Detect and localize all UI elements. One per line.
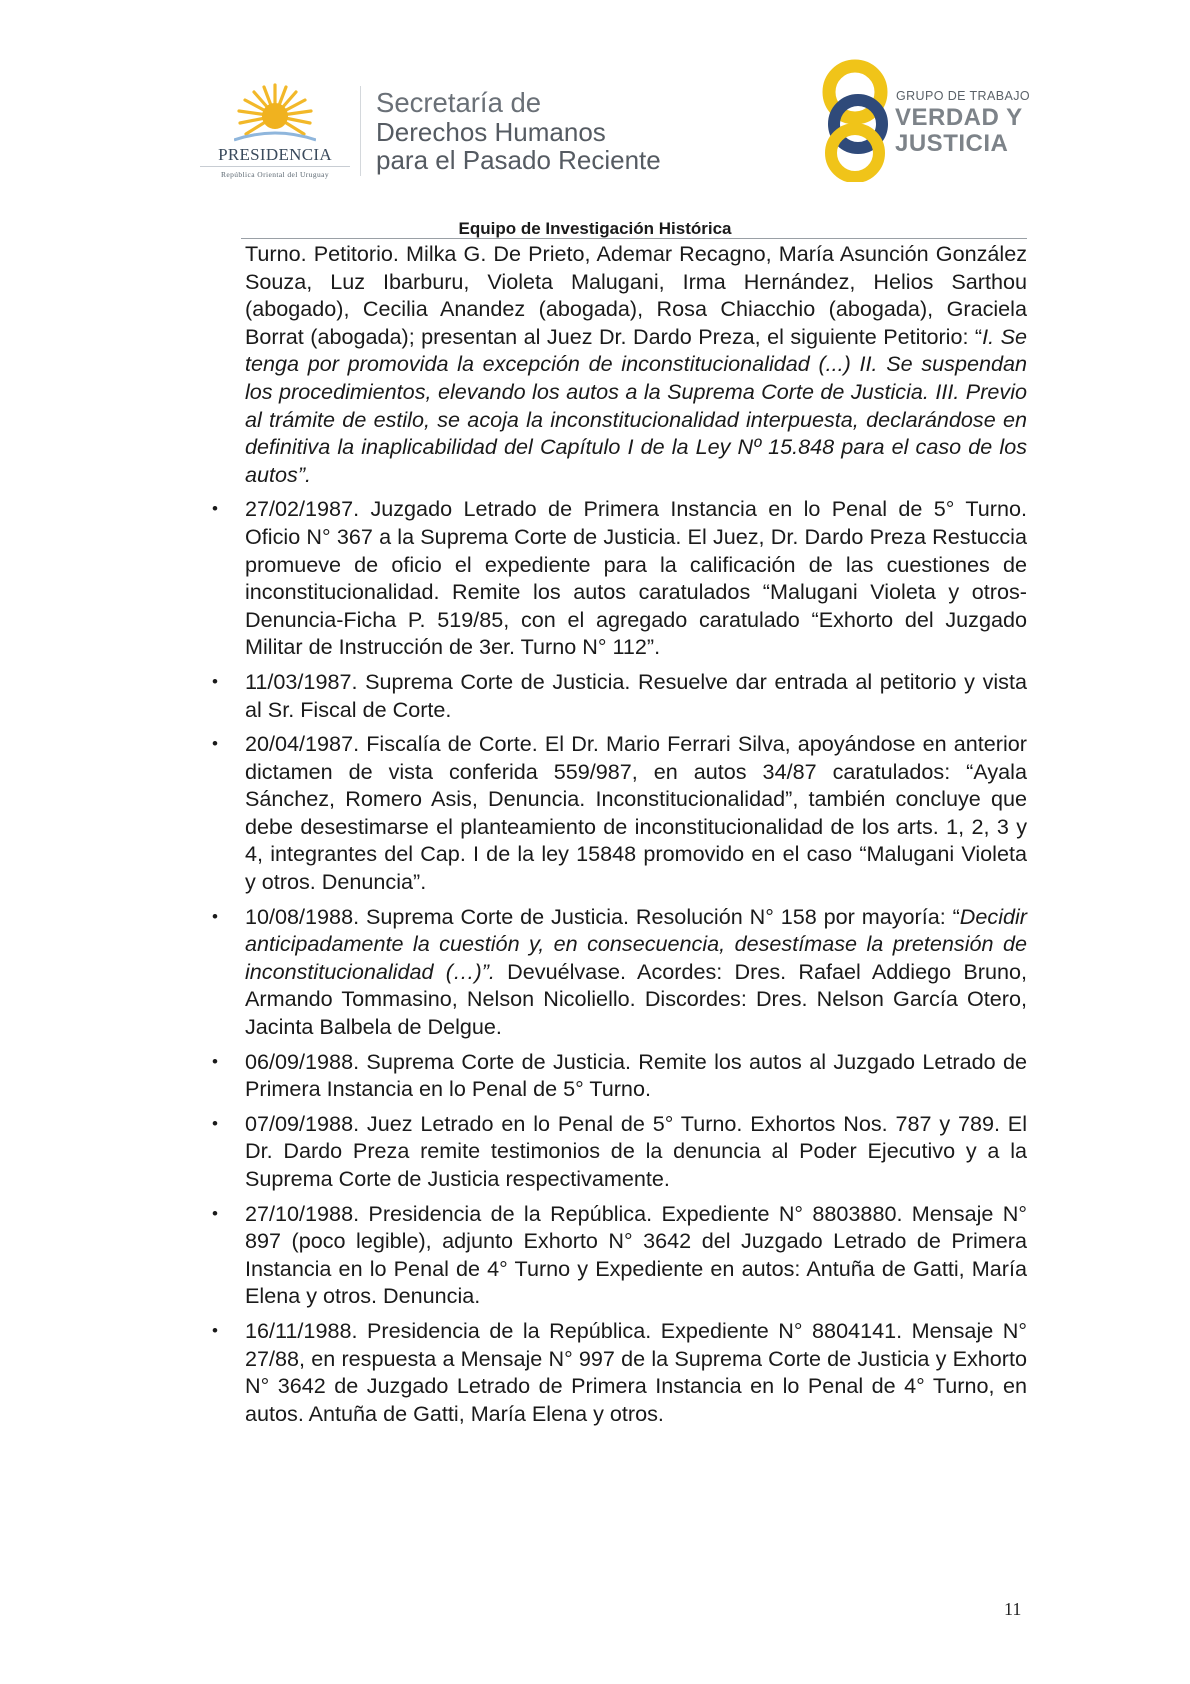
bullet-icon: • [212, 671, 218, 691]
team-heading: Equipo de Investigación Histórica [458, 219, 732, 238]
secretaria-logo-text [376, 88, 661, 174]
list-item [212, 1200, 1027, 1310]
list-item [212, 495, 1027, 661]
list-item-text: 27/10/1988. Presidencia de la República. Expediente N° 8803880. Mensaje N° 897 (poco legible), adjunto Exhorto N° 3642 del Juzgado Letrado de Primera Instancia en lo Penal de 4° Turno y Expediente en autos: Antuña de Gatti, María Elena y otros. Denuncia. [245, 1200, 1027, 1309]
presidencia-logo [196, 82, 354, 184]
list-item-text-after: Devuélvase. Acordes: Dres. Rafael Addiego Bruno, Armando Tommasino, Nelson Nicoliello. Discordes: Dres. Nelson García Otero, Jacinta Balbela de Delgue. [245, 958, 1027, 1040]
list-item-text: 16/11/1988. Presidencia de la República. Expediente N° 8804141. Mensaje N° 27/88, en respuesta a Mensaje N° 997 de la Suprema Corte de Justicia y Exhorto N° 3642 de Juzgado Letrado de Primera Instancia en lo Penal de 4° Turno, en autos. Antuña de Gatti, María Elena y otros. [245, 1317, 1027, 1426]
list-item [212, 1110, 1027, 1193]
list-item [212, 730, 1027, 896]
list-item-text-before: 10/08/1988. Suprema Corte de Justicia. Resolución N° 158 por mayoría: “ [245, 903, 960, 929]
intro-paragraph [245, 240, 1027, 488]
intertwined-rings-icon [822, 56, 892, 182]
document-body [212, 240, 1027, 1434]
bullet-icon: • [212, 1320, 218, 1340]
presidencia-divider [200, 166, 350, 167]
list-item [212, 668, 1027, 723]
list-item [212, 1317, 1027, 1427]
list-item [212, 1048, 1027, 1103]
secretaria-line-3: para el Pasado Reciente [376, 145, 661, 175]
intro-italic-text: I. Se tenga por promovida la excepción de inconstitucionalidad (...) II. Se suspendan los procedimientos, elevando los autos a la Suprema Corte de Justicia. III. Previo al trámite de estilo, se acoja la inconstitucionalidad interpuesta, declarándose en definitiva la inaplicabilidad del Capítulo I de la Ley Nº 15.848 para el caso de los autos”. [245, 323, 1027, 487]
bullet-icon: • [212, 1203, 218, 1223]
bullet-icon: • [212, 1051, 218, 1071]
list-item-text: 06/09/1988. Suprema Corte de Justicia. Remite los autos al Juzgado Letrado de Primera Instancia en lo Penal de 5° Turno. [245, 1048, 1027, 1102]
gtvj-title-line-2: JUSTICIA [895, 130, 1009, 157]
list-item-text: 11/03/1987. Suprema Corte de Justicia. Resuelve dar entrada al petitorio y vista al Sr. Fiscal de Corte. [245, 668, 1027, 722]
bullet-icon: • [212, 906, 218, 926]
gtvj-subtitle: GRUPO DE TRABAJO [896, 89, 1030, 103]
intro-plain-text: Turno. Petitorio. Milka G. De Prieto, Ademar Recagno, María Asunción González Souza, Luz Ibarburu, Violeta Malugani, Irma Hernández, Helios Sarthou (abogado), Cecilia Anandez (abogada), Rosa Chiacchio (abogada), Graciela Borrat (abogada); presentan al Juez Dr. Dardo Preza, el siguiente Petitorio: “ [245, 241, 1027, 349]
verdad-y-justicia-logo [822, 56, 1032, 182]
page-number: 11 [1004, 1599, 1022, 1619]
sun-emblem-icon [234, 82, 316, 144]
secretaria-line-2: Derechos Humanos [376, 117, 606, 147]
presidencia-subtitle: República Oriental del Uruguay [220, 170, 329, 179]
list-item-text: 27/02/1987. Juzgado Letrado de Primera Instancia en lo Penal de 5° Turno. Oficio N° 367 a la Suprema Corte de Justicia. El Juez, Dr. Dardo Preza Restuccia promueve de oficio el expediente para la calificación de las cuestiones de inconstitucionalidad. Remite los autos caratulados “Malugani Violeta y otros-Denuncia-Ficha P. 519/85, con el agregado caratulado “Exhorto del Juzgado Militar de Instrucción de 3er. Turno N° 112”. [245, 496, 1027, 660]
header-rule [241, 238, 1027, 239]
list-item-text: 07/09/1988. Juez Letrado en lo Penal de 5° Turno. Exhortos Nos. 787 y 789. El Dr. Dardo Preza remite testimonios de la denuncia al Poder Ejecutivo y a la Suprema Corte de Justicia respectivamente. [245, 1110, 1027, 1191]
presidencia-name: PRESIDENCIA [218, 145, 332, 164]
header-separator [360, 86, 361, 176]
secretaria-line-1: Secretaría de [376, 87, 542, 118]
list-item-quote: Decidir anticipadamente la cuestión y, en consecuencia, desestímase la pretensión de inconstitucionalidad (…)”. [245, 903, 1027, 984]
gtvj-title-line-1: VERDAD Y [895, 104, 1023, 131]
list-item-text: 20/04/1987. Fiscalía de Corte. El Dr. Mario Ferrari Silva, apoyándose en anterior dictamen de vista conferida 559/987, en autos 34/87 caratulados: “Ayala Sánchez, Romero Asis, Denuncia. Inconstitucionalidad”, también concluye que debe desestimarse el planteamiento de inconstitucionalidad de los arts. 1, 2, 3 y 4, integrantes del Cap. I de la ley 15848 promovido en el caso “Malugani Violeta y otros. Denuncia”. [245, 731, 1027, 895]
bullet-icon: • [212, 1113, 218, 1133]
list-item [212, 903, 1027, 1041]
bullet-icon: • [212, 499, 218, 519]
bullet-icon: • [212, 734, 218, 754]
